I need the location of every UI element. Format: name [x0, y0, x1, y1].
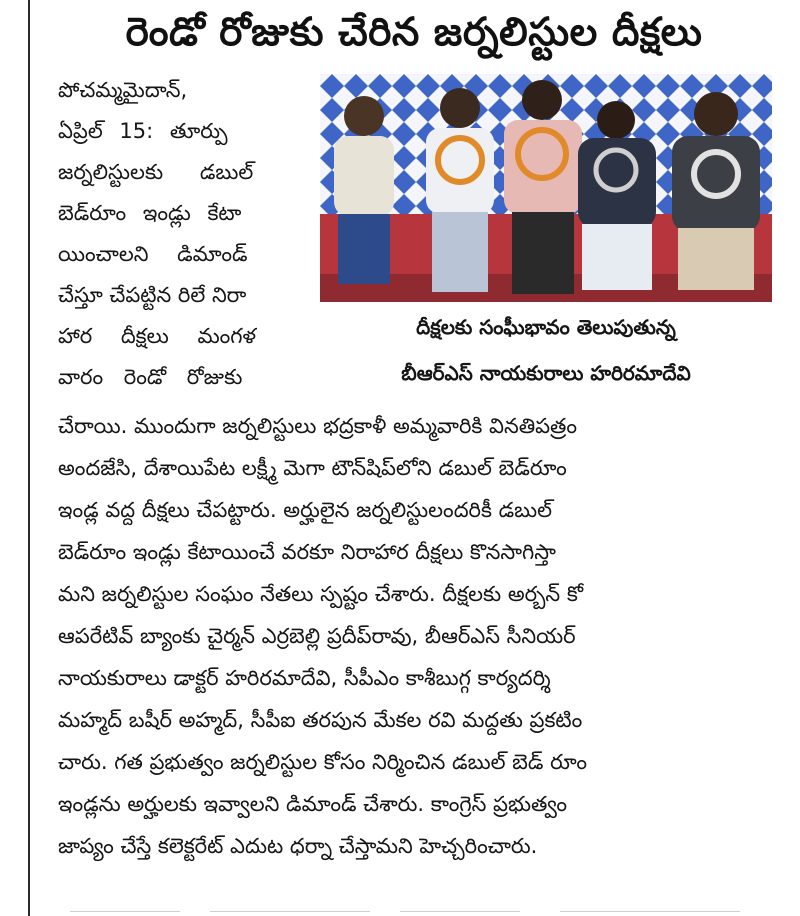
intro-line: హార దీక్షలు మంగళ [58, 324, 257, 348]
article-body [58, 405, 776, 867]
photo-illustration [320, 74, 772, 302]
body-line: చేరాయి. ముందుగా జర్నలిస్టులు భద్రకాళీ అమ్మవారికి వినతిపత్రం [58, 414, 578, 438]
body-line: జాప్యం చేస్తే కలెక్టరేట్ ఎదుట ధర్నా చేస్తామని హెచ్చరించారు. [58, 834, 538, 858]
body-line: బెడ్‌రూం ఇండ్లు కేటాయించే వరకూ నిరాహార దీక్షలు కొనసాగిస్తా [58, 540, 556, 564]
next-article-fragment [40, 902, 780, 912]
body-line: చారు. గత ప్రభుత్వం జర్నలిస్టుల కోసం నిర్మించిన డబుల్ బెడ్ రూం [58, 750, 588, 774]
body-line: ఇండ్లను అర్హులకు ఇవ్వాలని డిమాండ్ చేశారు. కాంగ్రెస్ ప్రభుత్వం [58, 792, 567, 816]
body-line: ఆపరేటివ్ బ్యాంకు చైర్మన్ ఎర్రబెల్లి ప్రదీప్‌రావు, బీఆర్‌ఎస్ సీనియర్ [58, 624, 576, 648]
intro-line: బెడ్‌రూం ఇండ్లు కేటా [58, 201, 242, 225]
caption-line: బీఆర్‌ఎస్ నాయకురాలు హరిరమాదేవి [401, 361, 691, 385]
body-line: మని జర్నలిస్టుల సంఘం నేతలు స్పష్టం చేశారు. దీక్షలకు అర్బన్ కో [58, 582, 584, 606]
intro-line: యించాలని డిమాండ్ [58, 242, 248, 266]
body-line: నాయకురాలు డాక్టర్ హరిరమాదేవి, సీపీఎం కాశీబుగ్గ కార్యదర్శి [58, 666, 551, 690]
caption-line: దీక్షలకు సంఘీభావం తెలుపుతున్న [416, 315, 676, 339]
intro-line: చేస్తూ చేపట్టిన రిలే నిరా [58, 283, 247, 307]
intro-line: ఏప్రిల్ 15: తూర్పు [58, 119, 228, 143]
body-line: మహ్మద్ బషీర్ అహ్మద్, సీపీఐ తరపున మేకల రవి మద్దతు ప్రకటిం [58, 708, 583, 732]
column-rule [28, 0, 30, 916]
intro-line: పోచమ్మమైదాన్, [58, 78, 188, 102]
cropped-text-fragment [40, 907, 780, 912]
body-line: అందజేసి, దేశాయిపేట లక్ష్మీ మెగా టౌన్‌షిప్‌లోని డబుల్ బెడ్‌రూం [58, 456, 567, 480]
body-line: ఇండ్ల వద్ద దీక్షలు చేపట్టారు. అర్హులైన జర్నలిస్టులందరికీ డబుల్ [58, 498, 553, 522]
intro-line: వారం రెండో రోజుకు [58, 365, 243, 389]
news-photo [320, 74, 772, 302]
intro-line: జర్నలిస్టులకు డబుల్ [58, 160, 254, 184]
photo-caption [320, 304, 772, 396]
article-headline: రెండో రోజుకు చేరిన జర్నలిస్టుల దీక్షలు [125, 10, 703, 55]
article-intro-column [58, 70, 314, 398]
